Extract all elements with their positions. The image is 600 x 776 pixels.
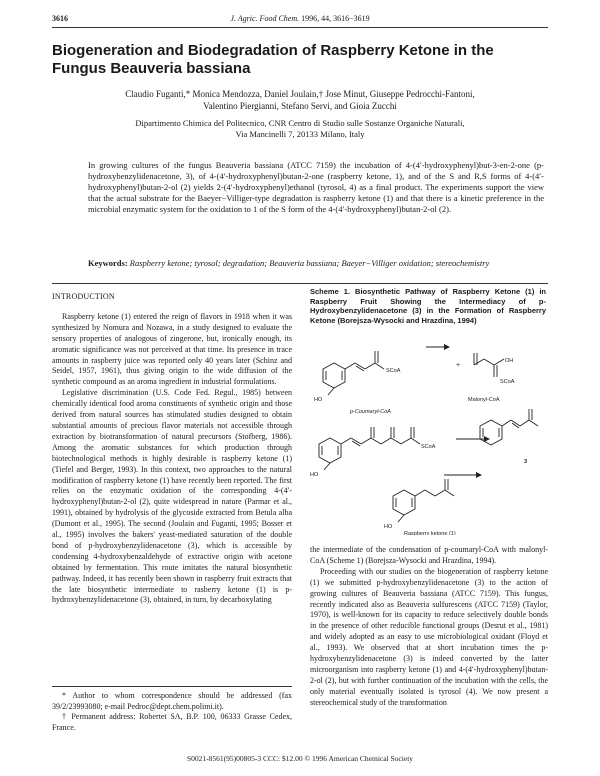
- coumaryl-label: p-Coumaryl-CoA: [350, 409, 391, 415]
- header-rule: [52, 27, 548, 28]
- keywords-label: Keywords:: [88, 258, 128, 268]
- authors: [52, 88, 548, 112]
- right-column: [310, 545, 548, 750]
- title-line-2: Fungus Beauveria bassiana: [52, 60, 251, 77]
- footnote-address: † Permanent address: Robertet SA, B.P. 100, 06333 Grasse Cedex, France.: [52, 712, 292, 732]
- intro-paragraph-1: Raspberry ketone (1) entered the reign of flavors in 1918 when it was synthesized by Nomura and Nozawa, in a study designed to evaluate the sensory properties of analogous of zingerone, but, ironically enough, its aromatic significance was not perceived at that time. Its presence in trace amounts in raspberry juice was reported only 40 years later (Schinz and Seidel, 1957, 1961), thus giving origin to the wide diffusion of the synthetic compound as an aroma ingredient in industrial formulations.: [52, 311, 292, 387]
- left-column: [52, 292, 292, 684]
- right-paragraph-2: Proceeding with our studies on the biogeneration of raspberry ketone (1) we submitted p-hydroxybenzylidenacetone (3) to the action of growing cultures of Beauveria bassiana (ATCC 7159). This fungus, recently indicated also as Beauveria sulfurescens (ATCC 7159) (Taylor, 1970), is well-known for its capacity to reduce selectively double bonds in the presence of other reducible functional groups (Desrut et al., 1981) and widely adopted as an easy to use microbiological oxidant (Floyd et al., 1993). We observed that at short incubation times the p-hydroxybenzylidenacetone (3) is indeed converted by the latter microorganism into raspberry ketone (1) and 4-(4′-hydroxyphenyl)butan-2-ol (2), but with further continuation of the incubation with the cells, the only material eventually isolated is tyrosol (4). We now present a stereochemical study of the transformation: [310, 566, 548, 707]
- article-title: [52, 42, 548, 78]
- footnote-correspondence: * Author to whom correspondence should be addressed (fax 39/2/23993080; e-mail Pedroc@dept.chem.polimi.it).: [52, 691, 292, 711]
- abstract-rule: [52, 283, 548, 284]
- scheme-caption: Scheme 1. Biosynthetic Pathway of Raspberry Ketone (1) in Raspberry Fruit Showing the Intermediacy of p-Hydroxybenzylidenacetone (3) in the Formation of Raspberry Ketone (Borejsza-Wysocki and Hrazdina, 1994): [310, 287, 546, 325]
- affiliation: [52, 118, 548, 140]
- scheme-1-figure: [306, 335, 548, 535]
- ho-label-1: HO: [314, 397, 323, 403]
- authors-line-2: Valentino Piergianni, Stefano Servi, and Gioia Zucchi: [203, 101, 397, 111]
- oh-label: OH: [505, 358, 514, 364]
- raspberry-ketone-label: Raspberry ketone (1): [404, 531, 456, 535]
- journal-volume: 1996, 44, 3616−3619: [301, 14, 370, 23]
- affiliation-line-1: Dipartimento Chimica del Politecnico, CNR Centro di Studio sulle Sostanze Organiche Naturali,: [135, 118, 465, 128]
- keywords-list: Raspberry ketone; tyrosol; degradation; Beauveria bassiana; Baeyer−Villiger oxidation; stereochemistry: [129, 258, 490, 268]
- authors-line-1: Claudio Fuganti,* Monica Mendozza, Daniel Joulain,† Jose Minut, Giuseppe Pedrocchi-Fantoni,: [125, 89, 475, 99]
- scoa-label-2: SCoA: [500, 379, 515, 385]
- page-footer: S0021-8561(95)00805-3 CCC: $12.00 © 1996 American Chemical Society: [186, 754, 414, 763]
- scoa-label-1: SCoA: [386, 368, 401, 374]
- affiliation-line-2: Via Mancinelli 7, 20133 Milano, Italy: [235, 129, 365, 139]
- journal-header: [0, 14, 600, 23]
- footnote-rule: [52, 686, 292, 687]
- right-paragraph-1: the intermediate of the condensation of p-coumaryl-CoA with malonyl-CoA (Scheme 1) (Borejsza-Wysocki and Hrazdina, 1994).: [310, 545, 548, 565]
- abstract: In growing cultures of the fungus Beauveria bassiana (ATCC 7159) the incubation of 4-(4′-hydroxyphenyl)but-3-en-2-one (p-hydroxybenzylidenacetone, 3), of 4-(4′-hydroxyphenyl)butan-2-one (raspberry ketone, 1), and of the S and R,S forms of 4-(4′-hydroxyphenyl)butan-2-ol (2) yields 2-(4′-hydroxyphenyl)ethanol (tyrosol, 4) as a final product. The experiments support the view that the actual substrate for the Baeyer−Villiger-type degradation is raspberry ketone (1) and that there is a kinetic preference in the microbial enzymatic system for the oxidation to 1 of the S form of the 4-(4′-hydroxyphenyl)butan-2-ol (2).: [88, 160, 544, 214]
- ho-label-2: HO: [310, 472, 319, 478]
- malonyl-label: Malonyl-CoA: [468, 397, 500, 403]
- page-number: 3616: [52, 14, 68, 23]
- journal-name: J. Agric. Food Chem.: [230, 14, 300, 23]
- footnotes: [52, 691, 292, 733]
- keywords: [88, 258, 544, 269]
- ho-label-3: HO: [384, 524, 393, 530]
- compound-3-label: 3: [524, 459, 528, 465]
- title-line-1: Biogeneration and Biodegradation of Raspberry Ketone in the: [52, 42, 494, 59]
- intro-paragraph-2: Legislative discrimination (U.S. Code Fed. Regul., 1985) between chemically identical food aroma constituents of synthetic origin and those derived from natural sources has stimulated studies designed to obtain substantial amounts of precious flavor materials not accessible through extraction by biotransformation of natural precursors (Stofberg, 1986). Among the aromatic substances for which production through biotechnological methods is highly desirable is raspberry ketone (1) (Tiefel and Berger, 1993). In this context, two approaches to the natural modification of raspberry ketone (1) have recently been reported. The first relies on the enzymatic oxidation of the corresponding 4-(4′-hydroxyphenyl)butan-2-ol (2), quite widespread in nature (Parmar et al., 1991), obtained by hydrolysis of the glycoside extracted from Betula alba (Dumont et al., 1995). The second (Joulain and Fuganti, 1995; Bosser et al., 1995) involves the bakers' yeast-mediated saturation of the double bond of p-hydroxybenzylidenacetone (3), which is accessible by condensing 4-hydroxybenzaldehyde of extractive origin with acetone obtained by fermentation. This route imitates the natural biosynthetic pathway. Indeed, it has recently been shown in raspberry fruit extracts that the late biosynthetic intermediate to rasberry ketone (1) is p-hydroxybenzylidenacetone (3), obtained, in turn, by decarboxylating: [52, 388, 292, 605]
- intro-heading: INTRODUCTION: [52, 292, 115, 301]
- plus-sign: +: [456, 362, 461, 369]
- scoa-label-3: SCoA: [421, 444, 436, 450]
